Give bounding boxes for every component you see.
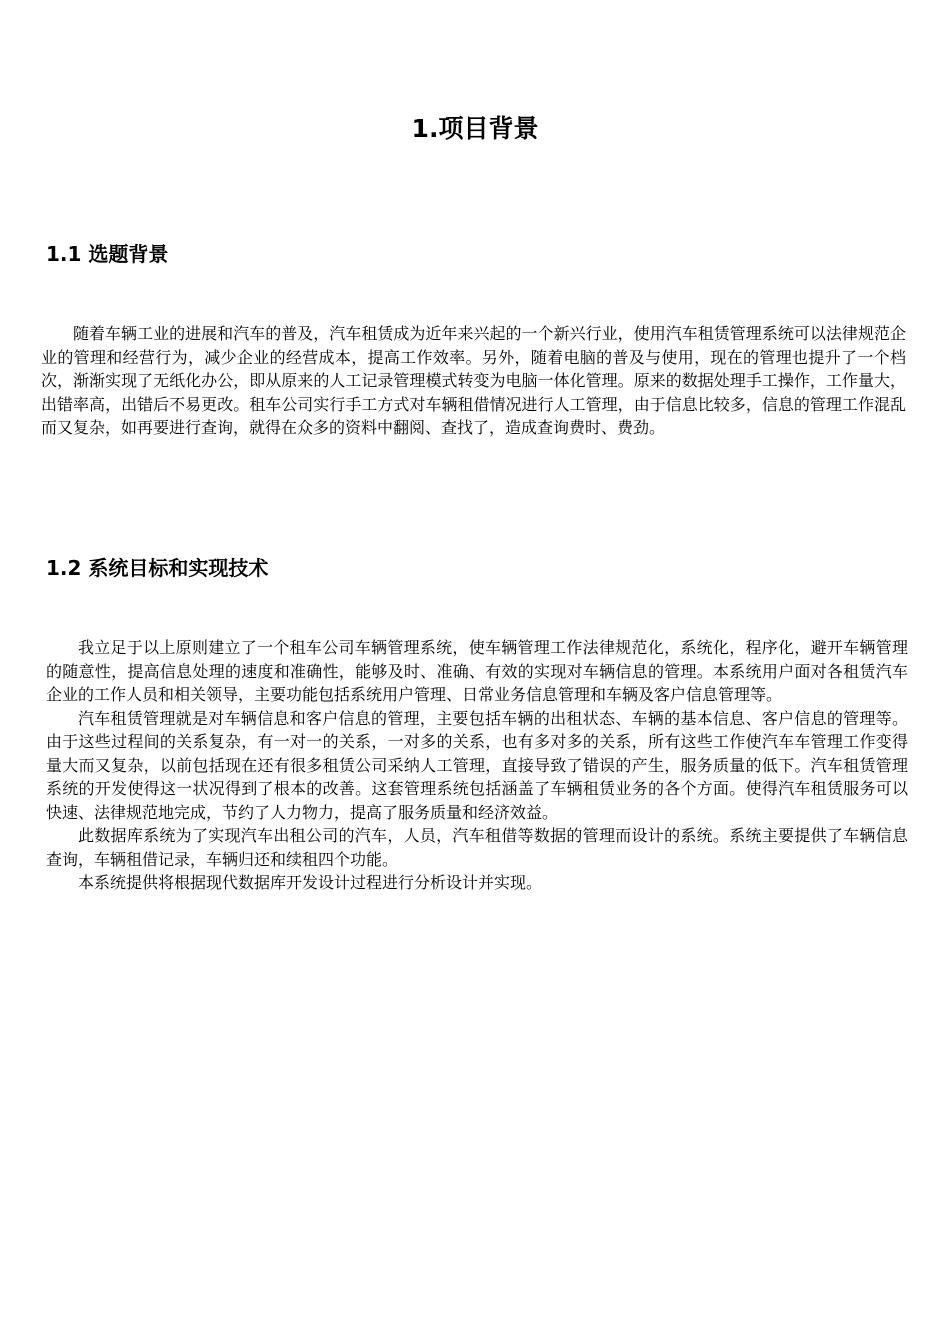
- paragraph: 本系统提供将根据现代数据库开发设计过程进行分析设计并实现。: [78, 873, 543, 892]
- section-body-1-2: [46, 636, 908, 895]
- section-heading-1-2: 1.2 系统目标和实现技术: [46, 556, 269, 580]
- page-title: 1.项目背景: [411, 114, 539, 143]
- section-heading-1-1: 1.1 选题背景: [46, 242, 169, 266]
- section-body-1-1: [41, 322, 906, 440]
- paragraph: 随着车辆工业的进展和汽车的普及，汽车租赁成为近年来兴起的一个新兴行业，使用汽车租赁管理系统可以法律规范企业的管理和经营行为，减少企业的经营成本，提高工作效率。另外，随着电脑的普及与使用，现在的管理也提升了一个档次，渐渐实现了无纸化办公，即从原来的人工记录管理模式转变为电脑一体化管理。原来的数据处理手工操作，工作量大，出错率高，出错后不易更改。租车公司实行手工方式对车辆租借情况进行人工管理，由于信息比较多，信息的管理工作混乱而又复杂，如再要进行查询，就得在众多的资料中翻阅、查找了，造成查询费时、费劲。: [41, 324, 906, 437]
- paragraph: 汽车租赁管理就是对车辆信息和客户信息的管理，主要包括车辆的出租状态、车辆的基本信息、客户信息的管理等。由于这些过程间的关系复杂，有一对一的关系，一对多的关系，也有多对多的关系，所有这些工作使汽车车管理工作变得量大而又复杂，以前包括现在还有很多租赁公司采纳人工管理，直接导致了错误的产生，服务质量的低下。汽车租赁管理系统的开发使得这一状况得到了根本的改善。这套管理系统包括涵盖了车辆租赁业务的各个方面。使得汽车租赁服务可以快速、法律规范地完成，节约了人力物力，提高了服务质量和经济效益。: [46, 708, 908, 822]
- paragraph: 我立足于以上原则建立了一个租车公司车辆管理系统，使车辆管理工作法律规范化，系统化，程序化，避开车辆管理的随意性，提高信息处理的速度和准确性，能够及时、准确、有效的实现对车辆信息的管理。本系统用户面对各租赁汽车企业的工作人员和相关领导，主要功能包括系统用户管理、日常业务信息管理和车辆及客户信息管理等。: [46, 638, 908, 704]
- paragraph: 此数据库系统为了实现汽车出租公司的汽车，人员，汽车租借等数据的管理而设计的系统。系统主要提供了车辆信息查询，车辆租借记录，车辆归还和续租四个功能。: [46, 826, 908, 869]
